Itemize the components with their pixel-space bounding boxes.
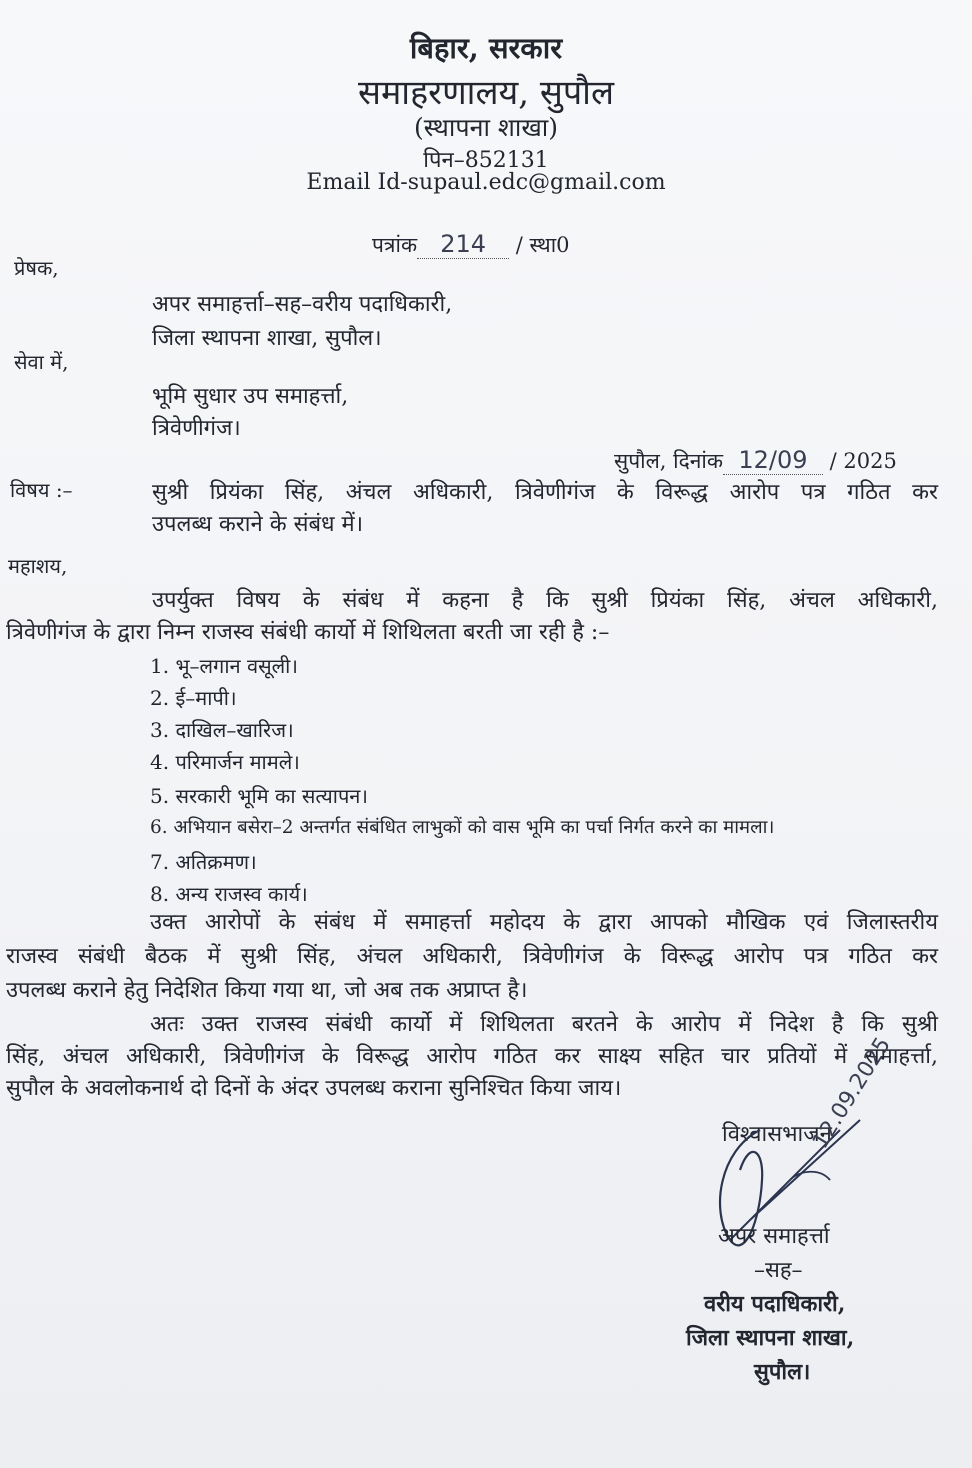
subject-line-2: उपलब्ध कराने के संबंध में। [152, 512, 364, 537]
para3-line-2: सिंह, अंचल अधिकारी, त्रिवेणीगंज के विरूद्ध आरोप गठित कर साक्ष्य सहित चार प्रतियों में समाहर्त्ता, [6, 1044, 938, 1069]
sender-line-2: जिला स्थापना शाखा, सुपौल। [152, 326, 382, 351]
header-branch: (स्थापना शाखा) [413, 113, 559, 142]
list-item: 2. ई–मापी। [150, 686, 237, 710]
sender-line-1: अपर समाहर्त्ता–सह–वरीय पदाधिकारी, [152, 292, 453, 317]
intro-line-2: त्रिवेणीगंज के द्वारा निम्न राजस्व संबंधी कार्यो में शिथिलता बरती जा रही है :– [6, 620, 610, 645]
list-item: 3. दाखिल–खारिज। [150, 718, 294, 742]
list-item: 7. अतिक्रमण। [150, 850, 257, 874]
date-suffix: / 2025 [829, 449, 897, 473]
subject-label: विषय :– [10, 478, 73, 502]
signature-date: 12.09.2025 [808, 1033, 896, 1154]
closing-regards: विश्वासभाजन [722, 1122, 832, 1147]
para2-line-2: राजस्व संबंधी बैठक में सुश्री सिंह, अंचल अधिकारी, त्रिवेणीगंज के विरूद्ध आरोप पत्र गठित कर [6, 944, 938, 969]
sender-label: प्रेषक, [14, 256, 59, 280]
date-row [614, 446, 897, 475]
intro-line-1: उपर्युक्त विषय के संबंध में कहना है कि सुश्री प्रियंका सिंह, अंचल अधिकारी, [152, 588, 938, 613]
para3-line-1: अतः उक्त राजस्व संबंधी कार्यो में शिथिलता बरतने के आरोप में निदेश है कि सुश्री [150, 1012, 938, 1037]
recipient-line-2: त्रिवेणीगंज। [152, 416, 241, 441]
subject-line-1: सुश्री प्रियंका सिंह, अंचल अधिकारी, त्रिवेणीगंज के विरूद्ध आरोप पत्र गठित कर [152, 480, 938, 505]
list-item: 4. परिमार्जन मामले। [150, 750, 300, 774]
header-government: बिहार, सरकार [409, 31, 563, 65]
header-office: समाहरणालय, सुपौल [357, 73, 614, 113]
list-item: 6. अभियान बसेरा–2 अन्तर्गत संबंधित लाभुकों को वास भूमि का पर्चा निर्गत करने का मामला। [150, 817, 775, 838]
closing-line-3: वरीय पदाधिकारी, [704, 1291, 846, 1317]
letter-number-row [372, 230, 570, 259]
list-item: 1. भू–लगान वसूली। [150, 654, 298, 678]
closing-line-2: –सह– [754, 1258, 803, 1283]
recipient-line-1: भूमि सुधार उप समाहर्त्ता, [152, 384, 349, 409]
recipient-label: सेवा में, [14, 350, 69, 374]
letter-number-value: 214 [417, 230, 509, 259]
header-email: Email Id-supaul.edc@gmail.com [306, 170, 666, 195]
closing-line-5: सुपौल। [754, 1359, 811, 1385]
list-item: 5. सरकारी भूमि का सत्यापन। [150, 784, 368, 808]
header-pin: पिन–852131 [423, 148, 549, 173]
para2-line-1: उक्त आरोपों के संबंध में समाहर्त्ता महोदय के द्वारा आपको मौखिक एवं जिलास्तरीय [150, 910, 938, 935]
date-prefix: सुपौल, दिनांक [614, 449, 723, 473]
letter-number-suffix: / स्था0 [515, 233, 570, 257]
salutation: महाशय, [8, 554, 68, 578]
para3-line-3: सुपौल के अवलोकनार्थ दो दिनों के अंदर उपलब्ध कराना सुनिश्चित किया जाय। [6, 1076, 622, 1101]
para2-line-3: उपलब्ध कराने हेतु निदेशित किया गया था, जो अब तक अप्राप्त है। [6, 978, 528, 1003]
closing-line-1: अपर समाहर्त्ता [718, 1224, 830, 1249]
closing-line-4: जिला स्थापना शाखा, [686, 1325, 855, 1351]
letter-number-label: पत्रांक [372, 233, 418, 257]
date-handwritten: 12/09 [723, 446, 823, 475]
list-item: 8. अन्य राजस्व कार्य। [150, 882, 308, 906]
